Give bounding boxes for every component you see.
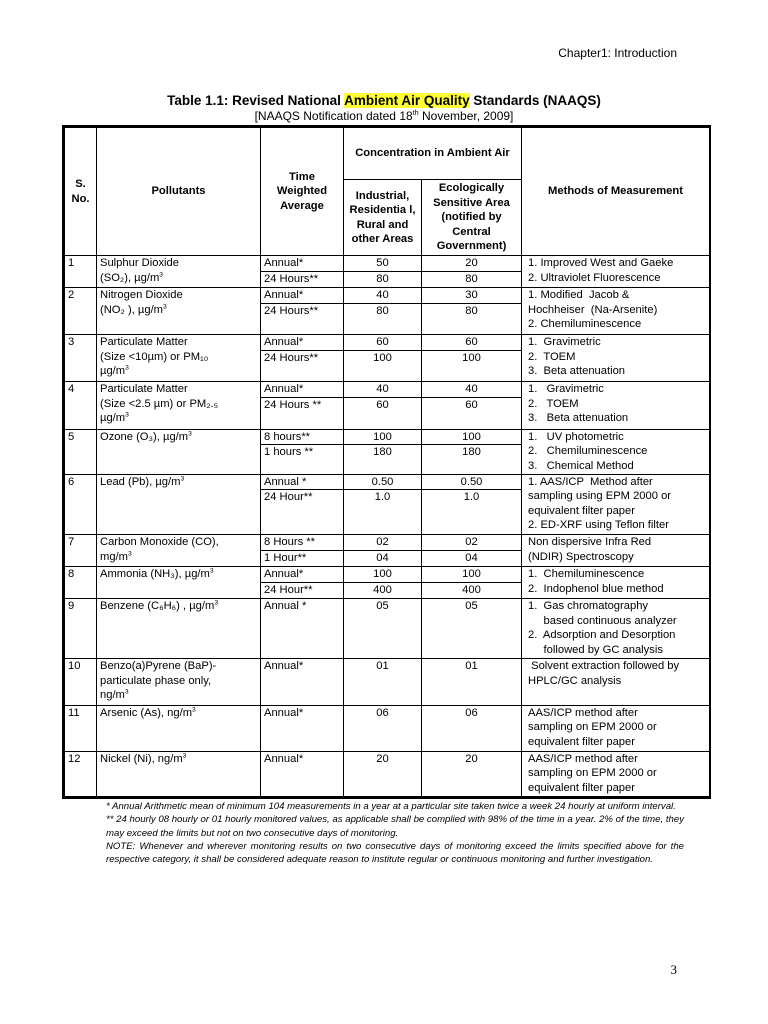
pollutant-name (100, 475, 257, 490)
cell-ecological-value: 04 (422, 550, 521, 566)
cell-ecological-value: 400 (422, 582, 521, 598)
cell-industrial-stack (344, 288, 421, 334)
method-line: 1. UV photometric (528, 430, 624, 443)
method-line: HPLC/GC analysis (528, 674, 622, 687)
cell-industrial (344, 567, 422, 599)
cell-twa (261, 474, 344, 534)
cell-industrial-stack (344, 535, 421, 566)
cell-methods (522, 599, 710, 659)
header-methods: Methods of Measurement (522, 128, 710, 256)
cell-pollutant (97, 335, 261, 382)
cell-ecological-value: 60 (465, 336, 478, 349)
pollutant-name (100, 599, 257, 614)
pollutant-name-text: Benzene (C₆H₆) , µg/m (100, 600, 215, 613)
pollutant-name-text: Sulphur Dioxide (100, 257, 179, 269)
cell-industrial (344, 535, 422, 567)
method-line: based continuous analyzer (528, 614, 677, 627)
cell-twa-value: 24 Hours** (261, 303, 343, 319)
cell-industrial-value: 02 (376, 536, 389, 548)
pollutant-formula (100, 350, 257, 365)
unit-exponent: 3 (159, 270, 164, 278)
pollutant-unit-text: ng/m (100, 689, 125, 702)
cell-industrial-stack (344, 335, 421, 381)
pollutant-name (100, 335, 257, 350)
cell-twa-value: Annual * (264, 475, 307, 488)
cell-sno: 5 (65, 429, 97, 474)
pollutant-formula (100, 550, 257, 565)
table-row (65, 429, 710, 474)
cell-twa-value: 1 Hour** (261, 550, 343, 566)
unit-exponent: 3 (125, 364, 129, 372)
cell-industrial (344, 751, 422, 796)
cell-industrial-value: 40 (376, 289, 389, 302)
cell-industrial-stack (344, 256, 421, 287)
table-row (65, 382, 710, 429)
table-row (65, 751, 710, 796)
pollutant-name-text: Arsenic (As), ng/m (100, 706, 193, 719)
cell-pollutant (97, 382, 261, 429)
cell-methods (522, 335, 710, 382)
cell-twa-value: 24 Hours ** (261, 397, 343, 413)
cell-twa-stack (261, 288, 343, 334)
method-line: Non dispersive Infra Red (528, 536, 652, 548)
pollutant-name (100, 535, 257, 550)
method-line: 1. Gas chromatography (528, 600, 649, 613)
method-line: 3. Chemical Method (528, 459, 634, 472)
cell-industrial-value: 100 (344, 350, 421, 366)
cell-pollutant (97, 599, 261, 659)
header-concentration: Concentration in Ambient Air (344, 128, 522, 180)
cell-ecological (422, 256, 522, 288)
pollutant-formula-text: (SO₂), µg/m (100, 271, 160, 284)
method-line: (NDIR) Spectroscopy (528, 550, 634, 563)
cell-industrial (344, 474, 422, 534)
title-prefix: Table 1.1: Revised National (167, 93, 345, 108)
cell-sno: 10 (65, 659, 97, 705)
cell-twa-value: 1 hours ** (261, 444, 343, 460)
table-row (65, 256, 710, 288)
method-line: sampling on EPM 2000 or (528, 721, 657, 734)
cell-industrial-value: 40 (376, 383, 389, 396)
cell-twa-stack (261, 535, 343, 566)
cell-twa (261, 256, 344, 288)
header-twa: Time Weighted Average (261, 128, 344, 256)
cell-twa-value: 24 Hours** (261, 271, 343, 287)
pollutant-name (100, 752, 257, 767)
method-line: AAS/ICP method after (528, 706, 638, 719)
cell-methods (522, 256, 710, 288)
table-subtitle (0, 109, 768, 123)
cell-twa-value: Annual* (264, 706, 304, 719)
unit-exponent: 3 (214, 599, 219, 607)
cell-ecological-stack (422, 659, 521, 704)
method-line: 1. Modified Jacob & (528, 289, 630, 302)
pollutant-unit (100, 688, 257, 703)
cell-twa-value: Annual* (264, 336, 304, 349)
method-line: 2. Indophenol blue method (528, 582, 664, 595)
cell-industrial-value: 100 (373, 430, 392, 443)
cell-twa (261, 599, 344, 659)
pollutant-formula (100, 271, 257, 286)
method-line: followed by GC analysis (528, 643, 663, 656)
table-row (65, 659, 710, 705)
table-row (65, 335, 710, 382)
method-line: AAS/ICP method after (528, 752, 638, 765)
cell-industrial-value: 400 (344, 582, 421, 598)
unit-exponent: 3 (163, 302, 167, 310)
table-row (65, 599, 710, 659)
pollutant-name (100, 430, 257, 445)
cell-ecological-value: 06 (465, 706, 478, 719)
cell-industrial-stack (344, 567, 421, 598)
title-suffix: Standards (NAAQS) (469, 93, 601, 108)
cell-ecological (422, 659, 522, 705)
pollutant-formula-text: (Size <10µm) or PM₁₀ (100, 350, 209, 363)
cell-twa-value: Annual* (264, 289, 304, 302)
cell-twa-value: 8 hours** (264, 430, 311, 443)
cell-twa-value: Annual* (264, 752, 304, 765)
cell-ecological (422, 751, 522, 796)
cell-ecological-value: 02 (465, 536, 478, 548)
cell-twa (261, 429, 344, 474)
cell-sno: 8 (65, 567, 97, 599)
cell-twa-value: 24 Hours** (261, 350, 343, 366)
cell-sno: 12 (65, 751, 97, 796)
cell-industrial (344, 335, 422, 382)
pollutant-name-text: Carbon Monoxide (CO), (100, 536, 219, 548)
cell-twa-stack (261, 567, 343, 598)
method-line: equivalent filter paper (528, 781, 635, 794)
pollutant-formula (100, 397, 257, 412)
cell-ecological-stack (422, 288, 521, 334)
cell-ecological-value: 60 (422, 397, 521, 413)
cell-sno: 11 (65, 705, 97, 751)
table-row (65, 705, 710, 751)
cell-ecological-value: 180 (422, 444, 521, 460)
cell-ecological-stack (422, 382, 521, 428)
method-line: 2. TOEM (528, 397, 579, 410)
title-highlight: Ambient Air Quality (344, 93, 470, 108)
cell-industrial-value: 180 (344, 444, 421, 460)
pollutant-formula-text: mg/m (100, 550, 128, 563)
method-line: equivalent filter paper (528, 735, 635, 748)
cell-ecological-value: 40 (465, 383, 478, 396)
cell-twa (261, 567, 344, 599)
table-row (65, 535, 710, 567)
cell-twa-stack (261, 475, 343, 534)
cell-twa-stack (261, 382, 343, 428)
cell-ecological-value: 20 (465, 257, 478, 269)
unit-exponent: 3 (188, 429, 192, 437)
cell-methods (522, 429, 710, 474)
pollutant-unit-text: µg/m (100, 412, 126, 425)
cell-sno: 3 (65, 335, 97, 382)
subtitle-sup: th (412, 108, 419, 117)
cell-ecological (422, 705, 522, 751)
cell-twa-value: 24 Hour** (261, 489, 343, 505)
cell-twa-stack (261, 335, 343, 381)
cell-industrial-stack (344, 475, 421, 534)
cell-ecological-stack (422, 706, 521, 751)
cell-industrial-value: 100 (373, 568, 392, 581)
cell-pollutant (97, 288, 261, 335)
naaqs-table (64, 127, 710, 797)
cell-ecological-value: 20 (465, 752, 478, 765)
cell-ecological (422, 382, 522, 429)
pollutant-unit (100, 364, 257, 379)
footnote-note: NOTE: Whenever and wherever monitoring results on two consecutive days of monitoring exceed the limits specified above for the respective category, it shall be considered adequate reason to institute regular or continuous monitoring and further investigation. (106, 840, 684, 866)
cell-industrial-value: 04 (344, 550, 421, 566)
cell-ecological-value: 01 (465, 660, 478, 673)
pollutant-name-text: Nickel (Ni), ng/m (100, 752, 183, 765)
cell-twa-stack (261, 430, 343, 474)
cell-twa-stack (261, 256, 343, 287)
pollutant-name (100, 567, 257, 582)
cell-industrial (344, 659, 422, 705)
pollutant-name (100, 288, 257, 303)
cell-ecological-value: 1.0 (422, 489, 521, 505)
cell-industrial (344, 382, 422, 429)
cell-ecological-value: 05 (465, 600, 478, 613)
method-line: 2. Ultraviolet Fluorescence (528, 271, 661, 284)
cell-twa (261, 335, 344, 382)
page-number: 3 (670, 962, 677, 977)
cell-pollutant (97, 659, 261, 705)
cell-pollutant (97, 535, 261, 567)
cell-twa (261, 659, 344, 705)
method-line: 2. TOEM (528, 350, 576, 363)
cell-twa-value: Annual* (264, 383, 304, 396)
cell-ecological-value: 100 (462, 568, 481, 581)
cell-industrial-value: 80 (344, 303, 421, 319)
cell-ecological-value: 100 (422, 350, 521, 366)
header-pollutants: Pollutants (97, 128, 261, 256)
table-row (65, 474, 710, 534)
unit-exponent: 3 (182, 752, 187, 760)
cell-industrial (344, 288, 422, 335)
pollutant-name-text: Particulate Matter (100, 383, 188, 396)
unit-exponent: 3 (124, 688, 129, 696)
footnote-annual: * Annual Arithmetic mean of minimum 104 measurements in a year at a particular site taken twice a week 24 hourly at uniform interval. (106, 801, 676, 812)
cell-industrial-value: 20 (376, 752, 389, 765)
cell-twa-value: Annual* (264, 568, 304, 581)
cell-industrial-stack (344, 706, 421, 751)
cell-industrial-stack (344, 752, 421, 796)
cell-ecological-stack (422, 567, 521, 598)
cell-twa-value: Annual* (264, 257, 304, 269)
footnote-24hourly: ** 24 hourly 08 hourly or 01 hourly monitored values, as applicable shall be complied with 98% of the time in a year. 2% of the time, they may exceed the limits but not on two consecutive days of monitoring. (106, 814, 684, 839)
header-ecological: Ecologically Sensitive Area (notified by Central Government) (422, 180, 522, 256)
cell-pollutant (97, 751, 261, 796)
pollutant-formula (100, 303, 257, 318)
pollutant-formula-text: (Size <2.5 µm) or PM₂.₅ (100, 397, 219, 410)
table-row (65, 567, 710, 599)
pollutant-name-text: Lead (Pb), µg/m (100, 475, 181, 488)
cell-pollutant (97, 256, 261, 288)
cell-pollutant (97, 705, 261, 751)
method-line: equivalent filter paper (528, 504, 635, 517)
footnotes (106, 800, 684, 866)
method-line: 2. Chemiluminescence (528, 445, 648, 458)
cell-ecological-stack (422, 475, 521, 534)
pollutant-name-text: Particulate Matter (100, 336, 188, 349)
cell-ecological-value: 80 (422, 271, 521, 287)
header-sno: S. No. (65, 128, 97, 256)
subtitle-text: [NAAQS Notification dated 18 (254, 109, 413, 123)
cell-methods (522, 535, 710, 567)
cell-methods (522, 705, 710, 751)
cell-ecological-stack (422, 256, 521, 287)
cell-industrial-stack (344, 430, 421, 474)
cell-methods (522, 751, 710, 796)
unit-exponent: 3 (209, 567, 214, 575)
cell-ecological (422, 288, 522, 335)
method-line: sampling on EPM 2000 or (528, 767, 657, 780)
cell-sno: 9 (65, 599, 97, 659)
cell-twa-value: 24 Hour** (261, 582, 343, 598)
pollutant-name (100, 256, 257, 271)
subtitle-text-end: November, 2009] (418, 109, 514, 123)
pollutant-name-text: Nitrogen Dioxide (100, 289, 183, 302)
cell-twa-stack (261, 752, 343, 796)
cell-twa-value: Annual* (264, 660, 304, 673)
pollutant-name (100, 706, 257, 721)
unit-exponent: 3 (127, 549, 132, 557)
method-line: sampling using EPM 2000 or (528, 490, 672, 503)
cell-sno: 7 (65, 535, 97, 567)
pollutant-formula-text: particulate phase only, (100, 674, 212, 687)
cell-twa-stack (261, 706, 343, 751)
cell-pollutant (97, 567, 261, 599)
pollutant-name-text: Ammonia (NH₃), µg/m (100, 568, 210, 581)
method-line: 1. Gravimetric (528, 336, 601, 349)
cell-methods (522, 382, 710, 429)
cell-ecological-value: 80 (422, 303, 521, 319)
table-body (65, 256, 710, 797)
cell-industrial-value: 0.50 (371, 475, 394, 488)
cell-ecological (422, 567, 522, 599)
cell-twa-value: Annual * (264, 600, 307, 613)
cell-methods (522, 567, 710, 599)
cell-sno: 4 (65, 382, 97, 429)
unit-exponent: 3 (180, 475, 185, 483)
pollutant-name-text: Ozone (O₃), µg/m (100, 430, 189, 443)
pollutant-formula-text: (NO₂ ), µg/m (100, 303, 163, 316)
cell-twa (261, 705, 344, 751)
cell-methods (522, 474, 710, 534)
cell-ecological-stack (422, 535, 521, 566)
cell-ecological (422, 429, 522, 474)
cell-ecological (422, 599, 522, 659)
pollutant-formula (100, 674, 257, 689)
method-line: 1. AAS/ICP Method after (528, 475, 653, 488)
pollutant-unit-text: µg/m (100, 365, 126, 378)
cell-ecological (422, 474, 522, 534)
cell-methods (522, 288, 710, 335)
table-row (65, 288, 710, 335)
cell-twa-stack (261, 659, 343, 704)
cell-methods (522, 659, 710, 705)
cell-industrial-stack (344, 382, 421, 428)
cell-industrial-stack (344, 599, 421, 658)
cell-pollutant (97, 429, 261, 474)
pollutant-name (100, 659, 257, 674)
header-industrial: Industrial, Residentia l, Rural and other Areas (344, 180, 422, 256)
method-line: 2. Adsorption and Desorption (528, 629, 676, 642)
cell-ecological-value: 100 (462, 430, 481, 443)
method-line: 2. ED-XRF using Teflon filter (528, 519, 669, 532)
cell-industrial-value: 06 (376, 706, 389, 719)
cell-sno: 1 (65, 256, 97, 288)
naaqs-table-frame (62, 125, 711, 799)
cell-pollutant (97, 474, 261, 534)
cell-industrial-value: 50 (376, 257, 389, 269)
method-line: 3. Beta attenuation (528, 365, 626, 378)
method-line: 3. Beta attenuation (528, 412, 629, 425)
cell-industrial (344, 599, 422, 659)
cell-ecological-value: 0.50 (460, 475, 483, 488)
method-line: 1. Improved West and Gaeke (528, 257, 674, 269)
method-line: 1. Gravimetric (528, 383, 604, 396)
pollutant-name (100, 382, 257, 397)
method-line: Hochheiser (Na-Arsenite) (528, 303, 658, 316)
cell-ecological-value: 30 (465, 289, 478, 302)
cell-ecological-stack (422, 430, 521, 474)
unit-exponent: 3 (125, 411, 129, 419)
unit-exponent: 3 (192, 705, 196, 713)
method-line: Solvent extraction followed by (528, 660, 680, 673)
cell-industrial (344, 429, 422, 474)
cell-ecological-stack (422, 599, 521, 658)
cell-sno: 2 (65, 288, 97, 335)
cell-industrial (344, 256, 422, 288)
cell-ecological-stack (422, 752, 521, 796)
table-title (0, 93, 768, 108)
pollutant-name-text: Benzo(a)Pyrene (BaP)- (100, 660, 217, 673)
cell-ecological (422, 335, 522, 382)
cell-twa (261, 535, 344, 567)
chapter-header: Chapter1: Introduction (558, 46, 677, 60)
cell-ecological-stack (422, 335, 521, 381)
cell-industrial-value: 60 (344, 397, 421, 413)
cell-industrial-value: 01 (376, 660, 389, 673)
cell-twa (261, 288, 344, 335)
cell-industrial-value: 05 (376, 600, 389, 613)
pollutant-unit (100, 411, 257, 426)
method-line: 2. Chemiluminescence (528, 318, 642, 331)
cell-twa-stack (261, 599, 343, 658)
cell-sno: 6 (65, 474, 97, 534)
method-line: 1. Chemiluminescence (528, 568, 645, 581)
cell-twa (261, 382, 344, 429)
cell-industrial-value: 80 (344, 271, 421, 287)
cell-industrial-stack (344, 659, 421, 704)
cell-industrial-value: 1.0 (344, 489, 421, 505)
cell-industrial (344, 705, 422, 751)
cell-twa-value: 8 Hours ** (264, 536, 315, 548)
cell-twa (261, 751, 344, 796)
cell-ecological (422, 535, 522, 567)
cell-industrial-value: 60 (376, 336, 389, 349)
